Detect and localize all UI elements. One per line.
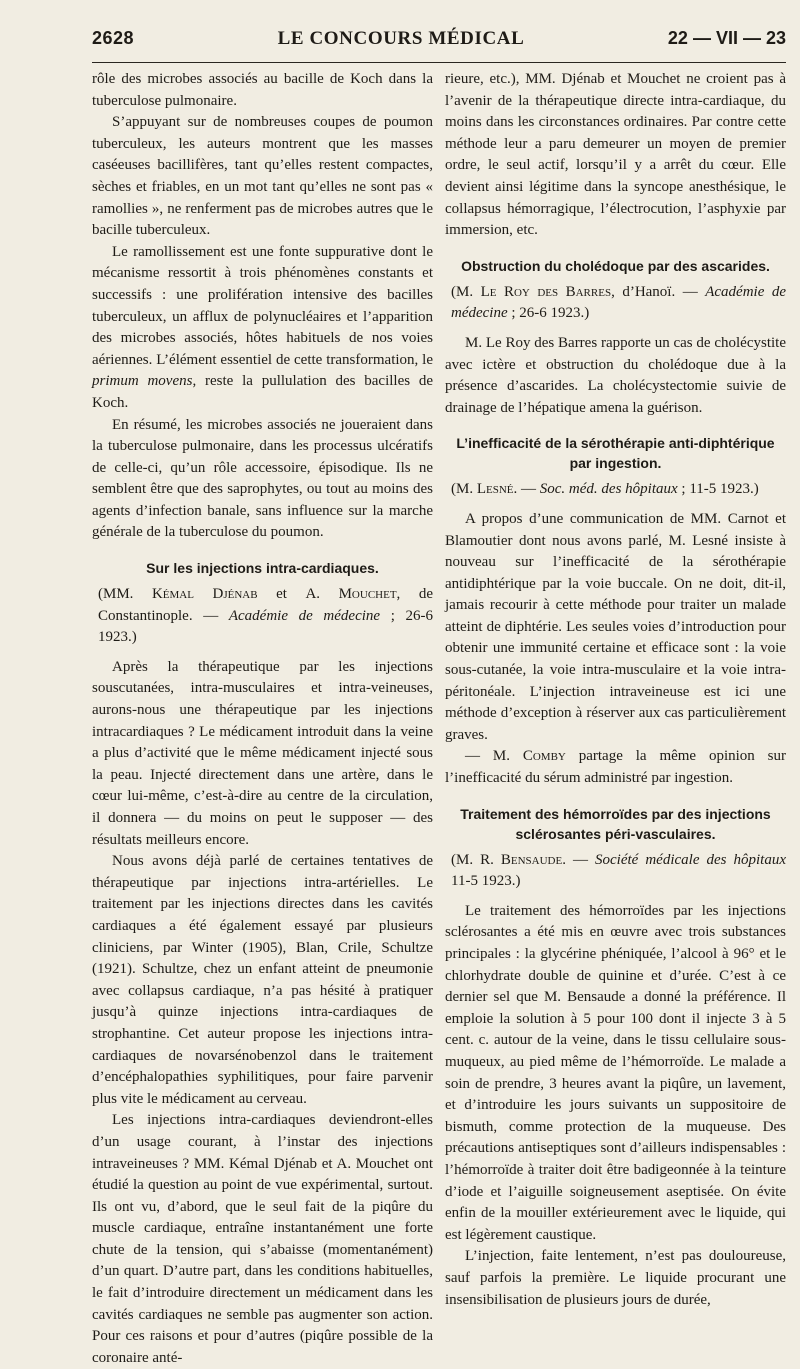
left-column <box>92 69 433 1369</box>
paragraph: M. Le Roy des Barres rapporte un cas de cholécystite avec ictère et obstruction du cholédoque due à la présence d’ascarides. La cholécystectomie suivie de drainage de l’hépatique amena la guérison. <box>445 334 786 416</box>
right-column <box>445 69 786 1369</box>
paragraph: S’appuyant sur de nombreuses coupes de poumon tuberculeux, les auteurs montrent que les masses caséeuses bacillifères, tant qu’elles restent compactes, sèches et friables, en un mot tant qu’elles ne sont pas « ramollies », ne renferment pas de microbes autres que le bacille tuberculeux. <box>92 114 433 239</box>
reference-line: (MM. Kémal Djénab et A. Mouchet, de Constantinople. — Académie de médecine ; 26-6 1923.) <box>98 586 433 646</box>
section-heading: L’inefficacité de la sérothérapie anti-diphtérique par ingestion. <box>456 435 775 472</box>
paragraph: Le ramollissement est une fonte suppurative dont le mécanisme ressortit à trois phénomènes constants et successifs : une prolifération intensive des bacilles tuberculeux, un afflux de polynucléaires et l’apparition des microbes associés, hôtes habituels de nos voies aériennes. L’élément essentiel de cette transformation, le primum movens, reste la pullulation des bacilles de Koch. <box>92 243 434 411</box>
article-columns <box>92 69 786 1369</box>
paragraph: A propos d’une communication de MM. Carnot et Blamoutier dont nous avons parlé, M. Lesné insiste à nouveau sur l’inefficacité de la sérothérapie antidiphtérique par la voie buccale. On ne doit, dit-il, jamais recourir à cette méthode pour traiter un malade atteint de diphtérie. Les seules voies d’introduction pour obtenir une immunité certaine et efficace sont : la voie sous-cutanée, la voie intra-musculaire et la voie intra-péritonéale. L’injection intraveineuse est ici une méthode d’exception à réserver aux cas particulièrement graves. <box>445 510 786 743</box>
paragraph: Les injections intra-cardiaques deviendront-elles d’un usage courant, à l’instar des injections intraveineuses ? MM. Kémal Djénab et A. Mouchet ont étudié la question au point de vue expérimental, surtout. Ils ont vu, d’abord, que le seul fait de la piqûre du muscle cardiaque, entraîne instantanément une forte chute de la tension, qui s’abaisse (momentanément) d’un quart. D’autre part, dans les conditions habituelles, le fait d’introduire directement un médicament dans les cavités cardiaques ne semble pas augmenter son action. Pour ces raisons et pour d’autres (piqûre possible de la coronaire anté- <box>92 1112 433 1366</box>
section-heading: Sur les injections intra-cardiaques. <box>146 560 379 577</box>
section-heading: Obstruction du cholédoque par des ascarides. <box>461 257 770 274</box>
section-heading: Traitement des hémorroïdes par des injections sclérosantes péri-vasculaires. <box>460 805 771 842</box>
paragraph: rôle des microbes associés au bacille de Koch dans la tuberculose pulmonaire. <box>92 71 433 109</box>
paragraph: Le traitement des hémorroïdes par les injections sclérosantes a été mis en œuvre avec trois substances principales : la glycérine phéniquée, l’alcool à 96° et le chlorhydrate double de quinine et d’urée. C’est à ce dernier sel que M. Bensaude a donné la préférence. Il emploie la solution à 5 pour 100 dont il injecte 3 à 5 cent. c. autour de la veine, dans le tissu cellulaire sous-muqueux, au pied même de l’hémorroïde. Le malade a soin de prendre, 3 heures avant la piqûre, un lavement, et d’introduire les jours suivants un suppositoire de bismuth, comme protection de la muqueuse. Des précautions antiseptiques sont d’ailleurs indispensables : l’hémorroïde à traiter doit être badigeonnée à la teinture d’iode et l’aiguille soigneusement aseptisée. On évite enfin de la mouiller extérieurement avec le liquide, qui est légèrement caustique. <box>445 902 786 1243</box>
reference-line: (M. R. Bensaude. — Société médicale des hôpitaux 11-5 1923.) <box>451 851 787 890</box>
issue-date: 22 — VII — 23 <box>667 28 786 48</box>
journal-title: LE CONCOURS MÉDICAL <box>277 28 525 49</box>
page-number: 2628 <box>92 28 135 48</box>
paragraph: — M. Comby partage la même opinion sur l’inefficacité du sérum administré par ingestion. <box>445 748 787 787</box>
reference-line: (M. Lesné. — Soc. méd. des hôpitaux ; 11-5 1923.) <box>451 481 759 498</box>
paragraph: L’injection, faite lentement, n’est pas douloureuse, sauf parfois la première. Le liquide procurant une insensibilisation de plusieurs jours de durée, <box>445 1248 786 1308</box>
page-header <box>92 28 786 63</box>
paragraph: Après la thérapeutique par les injections souscutanées, intra-musculaires et intra-veineuses, aurons-nous une thérapeutique par les injections intracardiaques ? Le médicament introduit dans la veine a plus d’activité que le même médicament injecté sous la peau. Injecté directement dans une artère, dans le cœur lui-même, c’est-à-dire au centre de la circulation, il donnera — du moins on peut le supposer — des résultats meilleurs encore. <box>92 658 433 848</box>
paragraph: Nous avons déjà parlé de certaines tentatives de thérapeutique par injections intra-artérielles. Le traitement par les injections directes dans les cavités cardiaques a été également essayé par plusieurs cliniciens, par Winter (1905), Blan, Crile, Schultze (1921). Schultze, chez un enfant atteint de pneumonie avec collapsus cardiaque, n’a pas hésité à pratiquer jusqu’à quinze injections intra-cardiaques de strophantine. Cet auteur propose les injections intra-cardiaques de novarsénobenzol dans le traitement d’encéphalopathies syphilitiques, pour faire parvenir plus vite le médicament au cerveau. <box>92 853 433 1107</box>
paragraph: rieure, etc.), MM. Djénab et Mouchet ne croient pas à l’avenir de la thérapeutique directe intra-cardiaque, du moins dans les circonstances ordinaires. Par contre cette méthode leur a paru demeurer un moyen de premier ordre, le seul actif, lorsqu’il y a arrêt du cœur. Elle devient ainsi légitime dans la syncope anesthésique, le collapsus hémorragique, l’électrocution, l’asphyxie par immersion, etc. <box>445 71 786 239</box>
paragraph: En résumé, les microbes associés ne joueraient dans la tuberculose pulmonaire, dans les processus ulcératifs de celle-ci, qu’un rôle accessoire, épisodique. Ils ne semblent être que des saprophytes, ou tout au moins des agents d’infection banale, sans influence sur la marche générale de la tuberculose du poumon. <box>92 416 433 541</box>
reference-line: (M. Le Roy des Barres, d’Hanoï. — Académie de médecine ; 26-6 1923.) <box>451 283 787 322</box>
